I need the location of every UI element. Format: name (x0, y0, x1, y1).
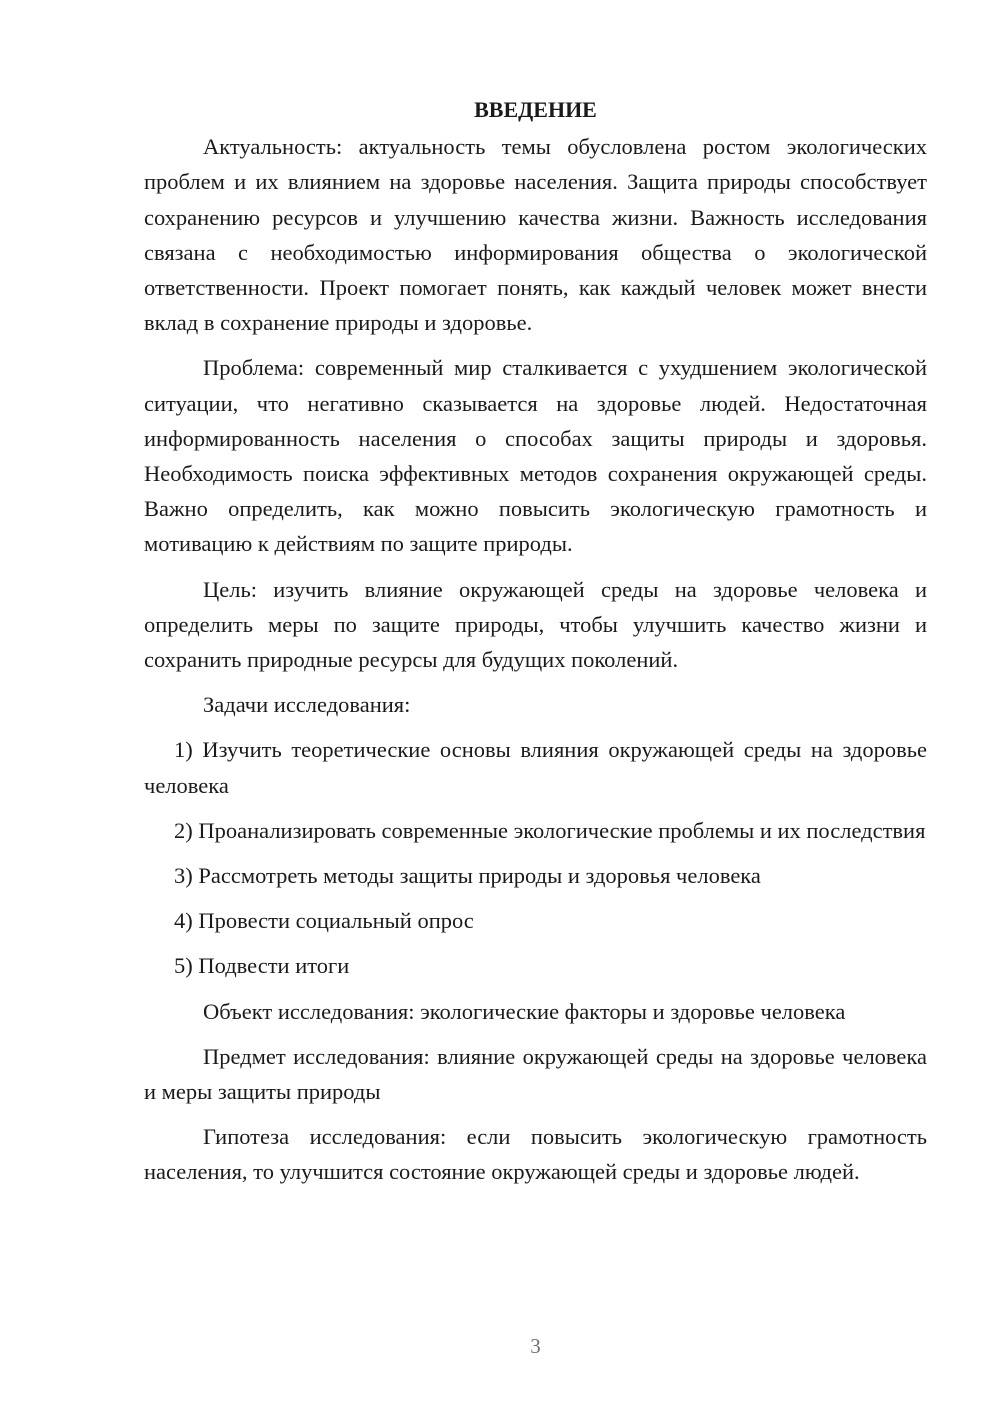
task-item-2: 2) Проанализировать современные экологические проблемы и их последствия (174, 817, 926, 843)
tasks-heading: Задачи исследования: (203, 692, 411, 718)
relevance-paragraph: Актуальность: актуальность темы обусловлена ростом экологических проблем и их влиянием на здоровье населения. Защита природы способствует сохранению ресурсов и улучшению качества жизни. Важность исследования связана с необходимостью информирования общества о экологической ответственности. Проект помогает понять, как каждый человек может внести вклад в сохранение природы и здоровье. (144, 134, 927, 336)
object-paragraph: Объект исследования: экологические факторы и здоровье человека (203, 998, 846, 1024)
section-title: ВВЕДЕНИЕ (474, 97, 597, 122)
page-content (144, 92, 927, 1200)
subject-paragraph: Предмет исследования: влияние окружающей среды на здоровье человека и меры защиты природы (144, 1043, 927, 1105)
hypothesis-paragraph: Гипотеза исследования: если повысить экологическую грамотность населения, то улучшится состояние окружающей среды и здоровье людей. (144, 1124, 927, 1185)
task-item-4: 4) Провести социальный опрос (174, 908, 474, 934)
task-item-1: 1) Изучить теоретические основы влияния окружающей среды на здоровье человека (144, 737, 927, 798)
page-number: 3 (530, 1334, 541, 1358)
goal-paragraph: Цель: изучить влияние окружающей среды на здоровье человека и определить меры по защите природы, чтобы улучшить качество жизни и сохранить природные ресурсы для будущих поколений. (144, 576, 927, 673)
problem-paragraph: Проблема: современный мир сталкивается с ухудшением экологической ситуации, что негативно сказывается на здоровье людей. Недостаточная информированность населения о способах защиты природы и здоровья. Необходимость поиска эффективных методов сохранения окружающей среды. Важно определить, как можно повысить экологическую грамотность и мотивацию к действиям по защите природы. (144, 355, 927, 557)
task-item-5: 5) Подвести итоги (174, 953, 350, 979)
task-item-3: 3) Рассмотреть методы защиты природы и здоровья человека (174, 863, 761, 889)
